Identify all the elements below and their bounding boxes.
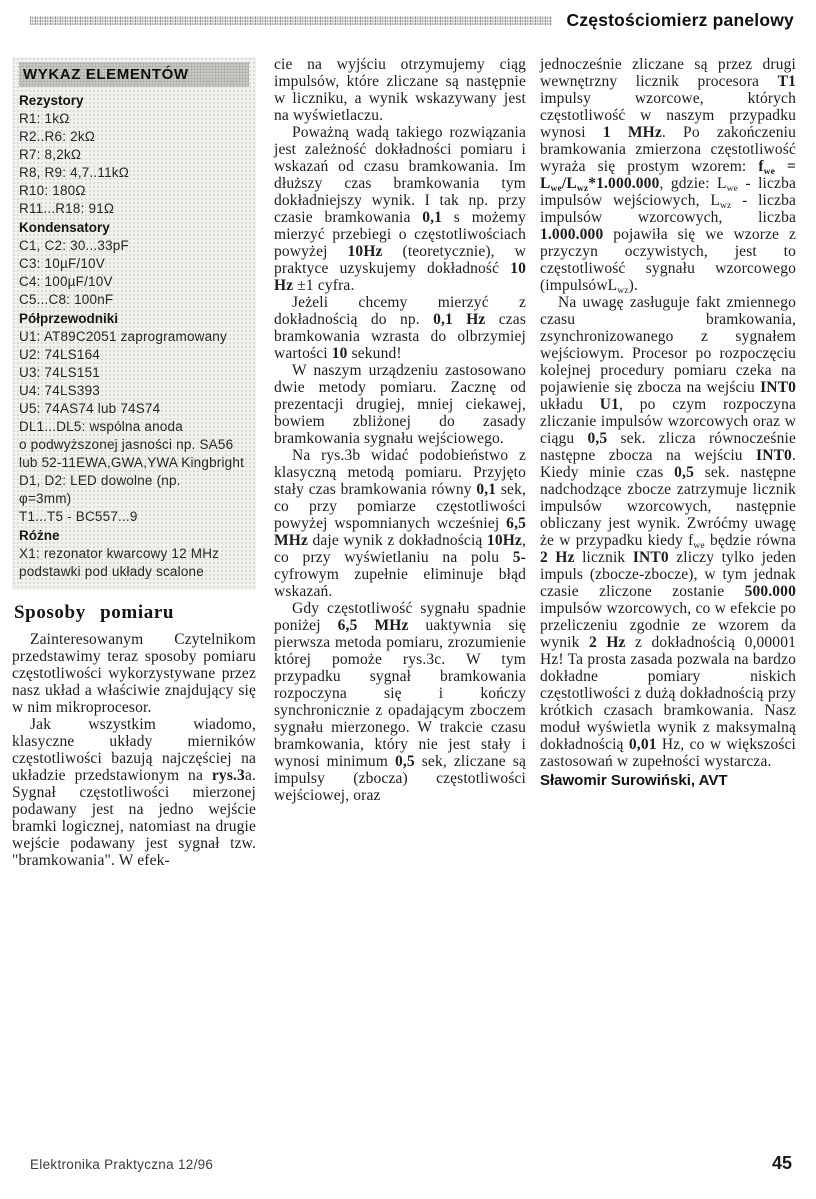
text-run: sek. zlicza równocześnie następne zbocza na wejściu [540,430,796,464]
text-run: daje wynik z dokładnością [308,532,487,549]
text-run: , co przy wyświetlaniu na polu [274,532,526,566]
parts-list-item: U4: 74LS393 [19,383,101,398]
text-run: /L [561,175,577,192]
subscript-text: wz [576,184,589,194]
paragraph [274,600,526,804]
text-run: licznik [574,549,633,566]
text-run: sek, zliczane są impulsy (zbocza) częstotliwości wejściowej, oraz [274,753,526,804]
author-byline: Sławomir Surowiński, AVT [540,772,728,789]
text-run: impulsy wzorcowe, których częstotliwość w naszym przypadku wynosi [540,90,796,141]
text-run: sekund! [347,345,402,362]
text-run: pojawiła się we wzorze z przyczyn oczywistych, jest to częstotliwość sygnału wzorcowego (impulsówL [540,226,796,294]
paragraph [274,56,526,124]
section-heading: Sposoby pomiaru [14,602,175,623]
subscript-text: we [693,541,705,551]
text-run: = L [540,158,797,192]
text-run: 0,1 Hz [433,311,486,328]
parts-list-item: DL1...DL5: wspólna anoda [19,419,183,434]
paragraph [540,294,796,770]
text-run: 10 [331,345,348,362]
text-run: zliczy tylko jeden impuls (zbocze-zbocze), w tym jednak czasie zliczone zostanie [540,549,796,600]
text-run: 0,5 [674,464,694,481]
text-run: sek. następne nadchodzące zbocze zatrzymuje licznik impulsów wzorcowych, następnie obliczany jest wynik. Zwróćmy uwagę że w przypadku kiedy f [540,464,796,549]
text-run: sek, co przy pomiarze częstotliwości powyżej wspomnianych wcześniej [274,481,526,532]
text-run: - liczba impulsów wzorcowych, liczba [540,192,797,226]
text-run: 0,5 [587,430,608,447]
parts-list-item: U5: 74AS74 lub 74S74 [19,401,161,416]
text-run: czas bramkowania wzrasta do olbrzymiej wartości [274,311,526,362]
text-run: Na uwagę zasługuje fakt zmiennego czasu bramkowania, zsynchronizowanego z sygnałem wejściowym. Procesor po rozpoczęciu kolejnej procedury pomiaru czeka na pojawienie się zbocza na wejściu [540,294,796,396]
parts-section-heading: Różne [19,528,60,543]
text-run: cyfrowym zupełnie eliminuje błąd wskazań. [274,566,526,600]
text-run: Jak wszystkim wiadomo, klasyczne układy mierników częstotliwości bazują najczęściej na układzie przedstawionym na [12,716,256,784]
text-run: 10Hz [347,243,383,260]
text-run: ±1 cyfra. [293,277,355,294]
text-run: INT0 [760,379,796,396]
text-run: 2 Hz [588,634,626,651]
journal-name: Elektronika Praktyczna 12/96 [30,1157,214,1172]
text-run: (teoretycznie), w praktyce uzyskujemy dokładność [274,243,526,277]
text-run: cie na wyjściu otrzymujemy ciąg impulsów, które zliczane są następnie w liczniku, a wynik wskazywany jest na wyświetlaczu. [274,56,526,124]
paragraph [274,294,526,362]
text-run: Zainteresowanym Czytelnikom przedstawimy teraz sposoby pomiaru częstotliwości wykorzystywane przez nasz układ a właściwie znajdujący się w nim mikroprocesor. [12,631,256,716]
paragraph [12,631,256,716]
parts-list-item: podstawki pod układy scalone [19,564,204,579]
text-run: impulsów wzorcowych, co w efekcie po przeliczeniu zgodnie ze wzorem da wynik [540,600,796,651]
paragraph [12,716,256,869]
subscript-text: wz [617,286,629,296]
parts-list-item: R10: 180Ω [19,183,86,198]
text-run: ). [628,277,639,294]
parts-section-heading: Półprzewodniki [19,311,119,326]
text-run: . Po zakończeniu bramkowania zmierzona częstotliwość wyraża się prostym wzorem: [540,124,796,175]
text-run: INT0 [756,447,792,464]
text-run: , po czym rozpoczyna zliczanie impulsów wzorcowych oraz w ciągu [540,396,796,447]
parts-list-item: o podwyższonej jasności np. SA56 [19,437,234,452]
text-run: W naszym urządzeniu zastosowano dwie metody pomiaru. Zacznę od prezentacji drugiej, mniej ciekawej, bowiem zbliżonej do zasady bramkowania sygnału wejściowego. [274,362,526,447]
parts-list-item: D1, D2: LED dowolne (np. [19,473,181,488]
column-right-paragraphs [540,56,796,770]
text-run: uaktywnia się pierwsza metoda pomiaru, zrozumienie której pomoże rys.3c. W tym przypadku sygnał bramkowania rozpoczyna się i kończy synchronicznie z opadającym zboczem sygnału mierzonego. W trakcie czasu bramkowania, który nie jest stały i wynosi minimum [274,617,526,770]
text-run: układu [540,396,600,413]
parts-list-item: R11...R18: 91Ω [19,201,115,216]
parts-list-item: U2: 74LS164 [19,347,101,362]
paragraph [540,56,796,294]
text-run: , gdzie: L [659,175,727,192]
parts-list-body [19,92,249,581]
text-run: 5- [512,549,526,566]
text-run: Jeżeli chcemy mierzyć z dokładnością do np. [274,294,526,328]
article-columns [12,56,796,869]
text-run: Gdy częstotliwość sygnału spadnie poniżej [274,600,526,634]
parts-list-item: R7: 8,2kΩ [19,147,82,162]
paragraph [274,362,526,447]
parts-section-heading: Rezystory [19,93,84,108]
parts-list-item: U1: AT89C2051 zaprogramowany [19,329,227,344]
text-run: f [758,158,764,175]
text-run: będzie równa [704,532,796,549]
parts-list-item: X1: rezonator kwarcowy 12 MHz [19,546,220,561]
parts-list-item: C5...C8: 100nF [19,292,114,307]
text-run: 500.000 [744,583,796,600]
page-header [30,8,794,32]
text-run: . Kiedy minie czas [540,447,796,481]
column-middle-paragraphs [274,56,526,804]
subscript-text: we [726,184,739,194]
text-run: Poważną wadą takiego rozwiązania jest zależność dokładności pomiaru i wskazań od czasu bramkowania. Im dłuższy czas bramkowania tym dokładniejszy wynik. I tak np. przy czasie bramkowania [274,124,526,226]
subscript-text: we [763,167,776,177]
text-run: z dokładnością 0,00001 Hz! Ta prosta zasada pozwala na bardzo dokładne pomiary niskich częstotliwości z dużą dokładnością przy krótkich czasach bramkowania. Nasz moduł wyświetla wynik z maksymalną dokładnością [540,634,796,753]
text-run: 0,5 [394,753,415,770]
parts-list-item: U3: 74LS151 [19,365,101,380]
text-run: 10Hz [486,532,522,549]
text-run: 10 Hz [274,260,526,294]
text-run: *1.000.000 [588,175,660,192]
text-run: 6,5 MHz [274,515,526,549]
text-run: s możemy mierzyć przebiegi o częstotliwościach powyżej [274,209,526,260]
text-run: 6,5 MHz [337,617,409,634]
column-middle [274,56,526,869]
text-run: 1 MHz [602,124,662,141]
parts-list-item: C1, C2: 30...33pF [19,238,129,253]
hatched-rule [30,16,552,25]
text-run: Na rys.3b widać podobieństwo z klasyczną metodą pomiaru. Przyjęto stały czas bramkowania równy [274,447,526,498]
text-run: 0,1 [422,209,443,226]
text-run: 0,1 [476,481,497,498]
text-run: INT0 [632,549,669,566]
text-run: rys.3 [211,767,245,784]
parts-list-item: R8, R9: 4,7..11kΩ [19,165,130,180]
text-run: jednocześnie zliczane są przez drugi wewnętrzny licznik procesora [540,56,796,90]
parts-list-item: C4: 100µF/10V [19,274,113,289]
running-title: Częstościomierz panelowy [566,9,794,30]
parts-list-title: WYKAZ ELEMENTÓW [19,62,249,87]
text-run: U1 [599,396,620,413]
parts-list-item: φ=3mm) [19,491,72,506]
text-run: a. Sygnał częstotliwości mierzonej podawany jest na jedno wejście bramki logicznej, natomiast na drugie wejście podawany jest sygnał tzw. "bramkowania". W efek- [12,767,256,869]
text-run: - liczba impulsów wejściowych, L [540,175,797,209]
page-footer [30,1153,792,1174]
paragraph [274,124,526,294]
parts-list-item: R1: 1kΩ [19,111,70,126]
text-run: T1 [777,73,796,90]
text-run: 2 Hz [540,549,575,566]
parts-list-item: R2..R6: 2kΩ [19,129,96,144]
parts-list-item: T1...T5 - BC557...9 [19,509,138,524]
subscript-text: wz [719,201,732,211]
subscript-text: we [550,184,562,194]
page-number: 45 [771,1153,792,1173]
column-left-paragraphs [12,631,256,869]
parts-list-item: C3: 10µF/10V [19,256,105,271]
column-left [12,56,256,869]
column-right [540,56,796,869]
parts-list-item: lub 52-11EWA,GWA,YWA Kingbright [19,455,245,470]
text-run: 0,01 [628,736,657,753]
parts-list [12,57,256,590]
paragraph [274,447,526,600]
parts-section-heading: Kondensatory [19,220,110,235]
text-run: 1.000.000 [540,226,604,243]
text-run: Hz, co w większości zastosowań w zupełności wystarcza. [540,736,797,770]
